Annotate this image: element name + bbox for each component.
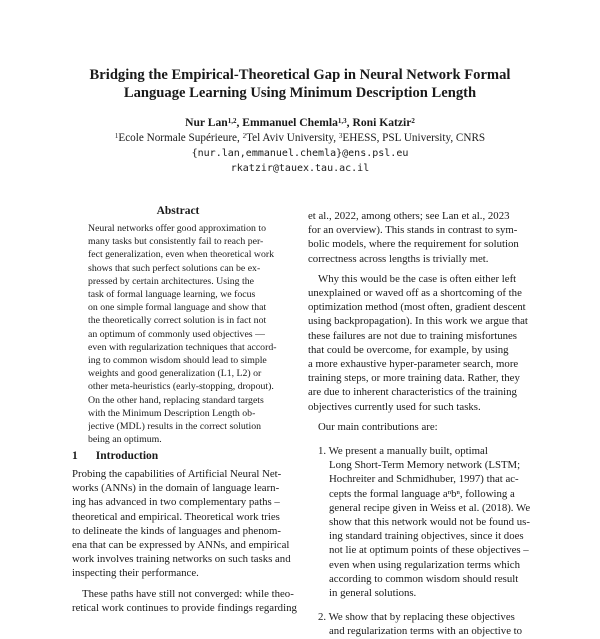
affiliations xyxy=(40,131,560,145)
author-2-sup: 1,3 xyxy=(337,117,347,125)
contribution-1-line: general recipe given in Weiss et al. (2018). We xyxy=(329,501,531,514)
contribution-1-line: Hochreiter and Schmidhuber, 1997) that ac- xyxy=(329,473,519,486)
section-title: Introduction xyxy=(95,450,159,462)
abstract-line: the theoretically correct solution is in fact not xyxy=(88,315,267,327)
paper-title xyxy=(40,66,560,102)
body-line: these failures are not due to training misfortunes xyxy=(308,329,517,342)
affil-2: Tel Aviv University, xyxy=(246,132,339,144)
email-line-2[interactable]: rkatzir@tauex.tau.ac.il xyxy=(230,163,370,174)
contribution-2-line: 2. We show that by replacing these objectives xyxy=(318,611,515,624)
contribution-1-line: cepts the formal language aⁿbⁿ, following a xyxy=(329,487,515,500)
abstract-line: other meta-heuristics (early-stopping, dropout). xyxy=(88,381,274,393)
title-line-2: Language Learning Using Minimum Description Length xyxy=(123,85,477,101)
body-line: are due to inherent characteristics of the training xyxy=(308,386,517,399)
contribution-1-line: not lie at optimum points of these objectives – xyxy=(329,544,529,557)
body-line: objectives currently used for such tasks. xyxy=(308,400,481,413)
affil-1: Ecole Normale Supérieure, xyxy=(118,132,243,144)
body-line: that could be overcome, for example, by using xyxy=(308,343,509,356)
abstract-line: fect generalization, even when theoretical work xyxy=(88,249,275,261)
abstract-line: jective (MDL) results in the correct solution xyxy=(88,421,262,433)
author-2: Emmanuel Chemla xyxy=(242,116,338,129)
section-number: 1 xyxy=(72,450,78,462)
contribution-2-line: and regularization terms with an objective to xyxy=(329,625,523,638)
body-line: optimization method (most often, gradient descent xyxy=(308,301,526,314)
abstract-line: On the other hand, replacing standard targets xyxy=(88,394,264,406)
body-line: using backpropagation). In this work we argue that xyxy=(308,315,528,328)
affil-1-sup: 1 xyxy=(114,132,119,140)
abstract-body xyxy=(88,222,279,446)
contribution-1-line: 1. We present a manually built, optimal xyxy=(318,445,488,458)
body-line: inspecting their performance. xyxy=(72,567,199,580)
abstract-line: even with regularization techniques that accord- xyxy=(88,341,277,353)
abstract-line: with the Minimum Description Length ob- xyxy=(88,407,256,419)
body-line: correctness across lengths is trivially met. xyxy=(308,252,489,265)
abstract-line: weights and good generalization (L1, L2) or xyxy=(88,368,262,380)
body-line: Probing the capabilities of Artificial Neural Net- xyxy=(72,468,282,480)
title-line-1: Bridging the Empirical-Theoretical Gap in Neural Network Formal xyxy=(89,67,511,83)
body-line: training steps, or more training data. Rather, they xyxy=(308,372,520,385)
contribution-1-line: according to common wisdom should result xyxy=(329,572,519,585)
body-line: et al., 2022, among others; see Lan et al., 2023 xyxy=(308,210,510,222)
abstract-line: an optimum of commonly used objectives — xyxy=(88,328,265,340)
abstract-line: being an optimum. xyxy=(88,434,162,446)
body-line: Why this would be the case is often either left xyxy=(318,272,517,285)
author-3: Roni Katzir xyxy=(352,116,412,129)
contributions-intro: Our main contributions are: xyxy=(318,420,438,433)
abstract-line: task of formal language learning, we focus xyxy=(88,289,256,301)
body-line: work involves training networks on such tasks and xyxy=(72,553,291,566)
email-line-1[interactable]: {nur.lan,emmanuel.chemla}@ens.psl.eu xyxy=(191,148,409,159)
body-line: unexplained or waved off as a shortcoming of the xyxy=(308,287,522,300)
author-1: Nur Lan xyxy=(185,116,228,129)
abstract-line: Neural networks offer good approximation to xyxy=(88,223,267,234)
affil-3-sup: 3 xyxy=(338,132,343,140)
body-line: ing has advanced in two complementary paths – xyxy=(72,496,280,509)
body-line: These paths have still not converged: while theo- xyxy=(82,587,294,600)
body-line: ena that can be expressed by ANNs, and empirical xyxy=(72,539,290,552)
abstract-line: on one simple formal language and show that xyxy=(88,302,267,314)
contribution-1-line: show that this network would not be found us- xyxy=(329,516,530,529)
contribution-1-line: even when using regularization terms which xyxy=(329,558,520,571)
body-line: to delineate the kinds of languages and phenom- xyxy=(72,524,281,537)
abstract-line: shows that such perfect solutions can be ex- xyxy=(88,262,261,274)
body-line: theoretical and empirical. Theoretical work tries xyxy=(72,510,280,523)
left-column-body xyxy=(72,467,298,615)
abstract-line: many tasks but consistently fail to reach per- xyxy=(88,236,264,248)
body-line: works (ANNs) in the domain of language learn- xyxy=(72,482,280,495)
body-line: a more exhaustive hyper-parameter search, more xyxy=(308,358,519,371)
abstract-line: pressed by certain architectures. Using the xyxy=(88,275,254,287)
author-3-sup: 2 xyxy=(411,117,415,125)
abstract-line: ing to common wisdom should lead to simple xyxy=(88,355,267,367)
body-line: for an overview). This stands in contrast to sym- xyxy=(308,224,518,237)
contribution-1-line: ing standard training objectives, since it does xyxy=(329,530,524,543)
author-list: Nur Lan$^{1,2}$, Emmanuel Chemla$^{1,3}$, Roni Katzir$^2$ xyxy=(185,116,415,129)
body-line: retical work continues to provide findings regarding xyxy=(72,601,297,614)
affil-3: EHESS, PSL University, CNRS xyxy=(342,132,486,144)
contribution-1-line: in general solutions. xyxy=(329,587,417,600)
body-line: bolic models, where the requirement for solution xyxy=(308,238,519,251)
right-column-body xyxy=(308,209,534,639)
author-1-sup: 1,2 xyxy=(227,117,237,125)
contribution-1-line: Long Short-Term Memory network (LSTM; xyxy=(329,459,521,472)
affil-2-sup: 2 xyxy=(242,132,247,140)
abstract-heading: Abstract xyxy=(156,205,200,217)
section-heading-introduction xyxy=(72,449,176,463)
